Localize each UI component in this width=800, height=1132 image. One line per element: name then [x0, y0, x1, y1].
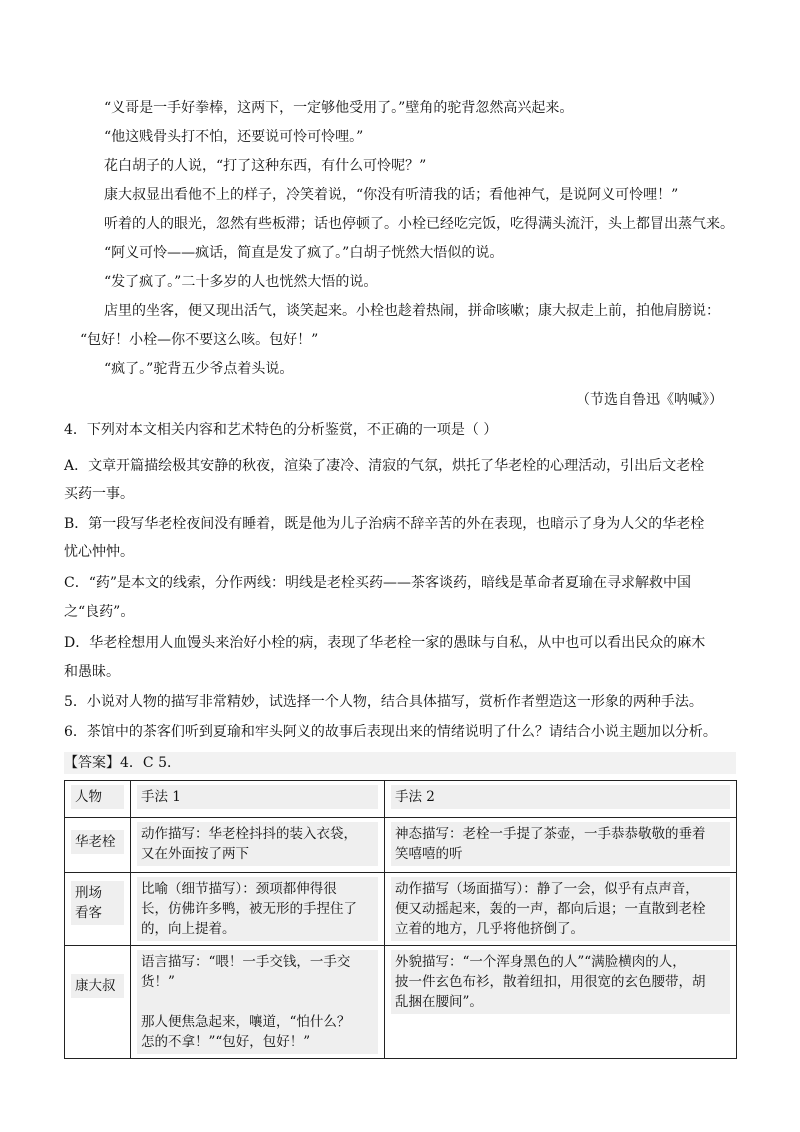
question-5: 5．小说对人物的描写非常精妙，试选择一个人物，结合具体描写，赏析作者塑造这一形象的两种手法。 [64, 694, 703, 710]
passage-line: “包好！小栓—你不要这么咳。包好！” [80, 332, 319, 348]
table-row [65, 946, 737, 1059]
method-2-cell: 神态描写：老栓一手提了茶壶，一手恭恭敬敬的垂着 笑嘻嘻的听 [391, 822, 730, 866]
option-c: C．“药”是本文的线索，分作两线：明线是老栓买药——茶客谈药，暗线是革命者夏瑜在寻求解救中国 [64, 575, 692, 591]
method-2-cell: 外貌描写：“一个浑身黑色的人”“满脸横肉的人， 披一件玄色布衫，散着纽扣，用很宽的玄色腰带，胡 乱捆在腰间”。 [391, 950, 730, 1014]
method-1-cell: 语言描写：“喂！一手交钱，一手交 货！” 那人便焦急起来，嚷道，“怕什么？ 怎的不拿！”“包好，包好！” [137, 950, 378, 1054]
person-cell: 刑场 看客 [71, 881, 124, 925]
question-6: 6．茶馆中的茶客们听到夏瑜和牢头阿义的故事后表现出来的情绪说明了什么？请结合小说主题加以分析。 [64, 724, 717, 740]
method-1-cell: 动作描写：华老栓抖抖的装入衣袋， 又在外面按了两下 [137, 822, 378, 866]
person-cell: 康大叔 [71, 974, 124, 998]
source-citation: （节选自鲁迅《呐喊》） [576, 392, 723, 408]
answer-label: 【答案】4．C 5． [64, 755, 181, 771]
option-b: B．第一段写华老栓夜间没有睡着，既是他为儿子治病不辞辛苦的外在表现，也暗示了身为人父的华老栓 [64, 516, 705, 532]
header-method-2: 手法 2 [391, 785, 730, 809]
option-b-cont: 忧心忡忡。 [64, 544, 134, 560]
table-row [65, 818, 737, 873]
person-cell: 华老栓 [71, 830, 124, 854]
option-d-cont: 和愚昧。 [64, 664, 120, 680]
option-a: A．文章开篇描绘极其安静的秋夜，渲染了凄冷、清寂的气氛，烘托了华老栓的心理活动，引出后文老栓 [64, 458, 705, 474]
option-a-cont: 买药一事。 [64, 486, 134, 502]
question-4: 4．下列对本文相关内容和艺术特色的分析鉴赏，不正确的一项是（ ） [64, 422, 498, 438]
option-d: D．华老栓想用人血馒头来治好小栓的病，表现了华老栓一家的愚昧与自私，从中也可以看出民众的麻木 [64, 635, 706, 651]
passage-line: “阿义可怜——疯话，简直是发了疯了。”白胡子恍然大悟似的说。 [104, 245, 504, 261]
method-2-cell: 动作描写（场面描写）：静了一会，似乎有点声音， 便又动摇起来，轰的一声，都向后退；一直散到老栓 立着的地方，几乎将他挤倒了。 [391, 877, 730, 941]
method-1-cell: 比喻（细节描写）：颈项都伸得很 长，仿佛许多鸭，被无形的手捏住了 的，向上提着。 [137, 877, 378, 941]
header-method-1: 手法 1 [137, 785, 378, 809]
table-row [65, 873, 737, 946]
passage-line: “义哥是一手好拳棒，这两下，一定够他受用了。”壁角的驼背忽然高兴起来。 [104, 100, 574, 116]
passage-line: “他这贱骨头打不怕，还要说可怜可怜哩。” [104, 129, 364, 145]
passage-line: 花白胡子的人说，“打了这种东西，有什么可怜呢？” [104, 158, 427, 174]
header-person: 人物 [71, 785, 124, 809]
table-header-row [65, 781, 737, 818]
answer-table [64, 780, 737, 1059]
passage-line: “发了疯了。”二十多岁的人也恍然大悟的说。 [104, 274, 378, 290]
passage-line: 店里的坐客，便又现出活气，谈笑起来。小栓也趁着热闹，拼命咳嗽；康大叔走上前，拍他肩膀说： [104, 303, 720, 319]
passage-line: 听着的人的眼光，忽然有些板滞；话也停顿了。小栓已经吃完饭，吃得满头流汗，头上都冒出蒸气来。 [104, 216, 734, 232]
passage-line: 康大叔显出看他不上的样子，冷笑着说，“你没有听清我的话；看他神气，是说阿义可怜哩！” [104, 187, 679, 203]
option-c-cont: 之“良药”。 [64, 604, 135, 620]
passage-line: “疯了。”驼背五少爷点着头说。 [104, 361, 294, 377]
